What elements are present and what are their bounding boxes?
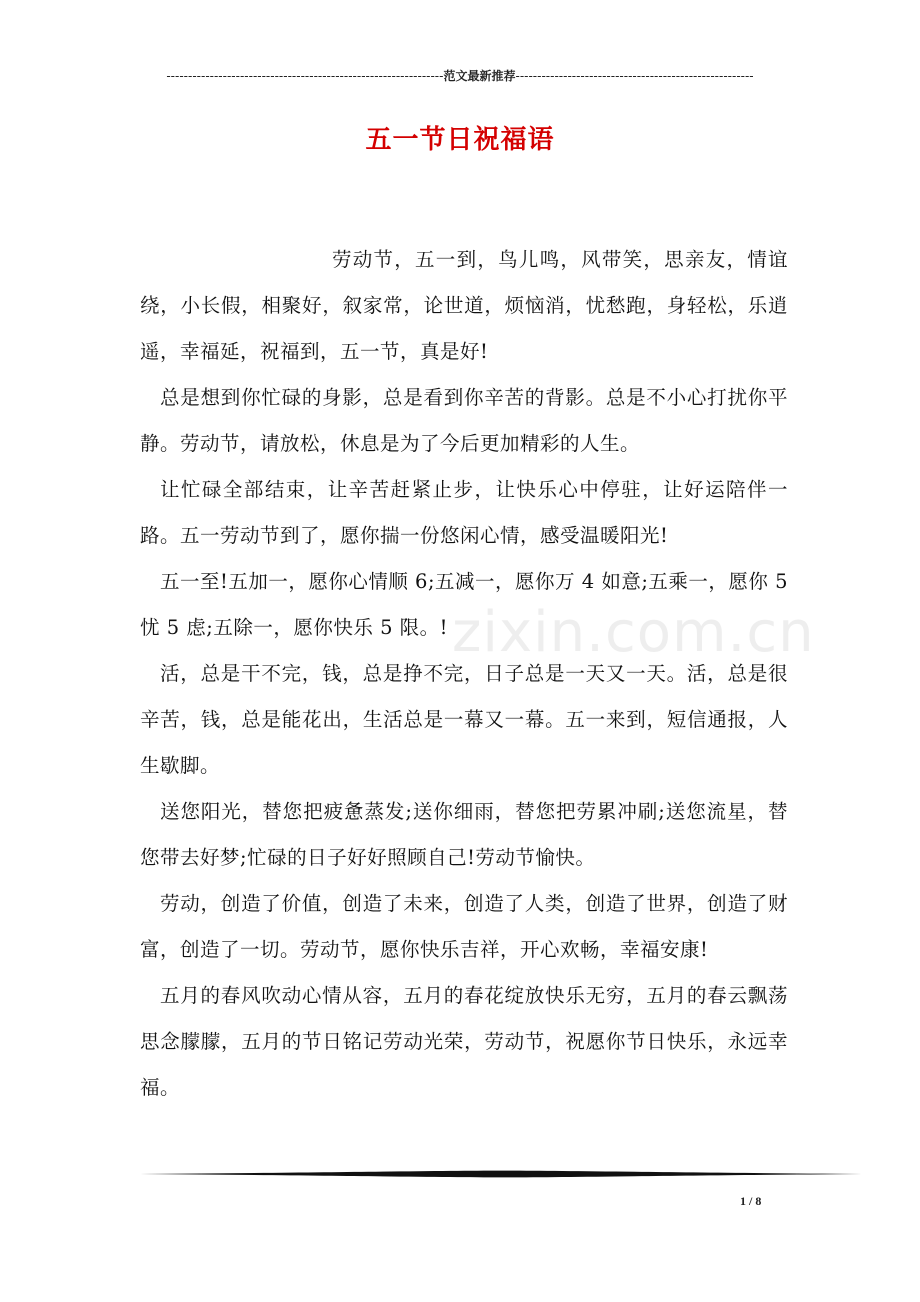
paragraph: 总是想到你忙碌的身影，总是看到你辛苦的背影。总是不小心打扰你平静。劳动节，请放松，休息是为了今后更加精彩的人生。 [140,386,788,455]
paragraph: 劳动，创造了价值，创造了未来，创造了人类，创造了世界，创造了财富，创造了一切。劳动节，愿你快乐吉祥，开心欢畅，幸福安康! [140,892,788,961]
document-body [140,237,788,1111]
watermark: zixin.com.cn [452,600,815,665]
header-banner [140,66,780,86]
paragraph: 活，总是干不完，钱，总是挣不完，日子总是一天又一天。活，总是很辛苦，钱，总是能花出，生活总是一幕又一幕。五一来到，短信通报，人生歇脚。 [140,662,788,777]
header-left-dashes: ---------------------------------------------------------------- [166,69,444,83]
document-title: 五一节日祝福语 [365,125,555,155]
paragraph: 劳动节，五一到，鸟儿鸣，风带笑，思亲友，情谊绕，小长假，相聚好，叙家常，论世道，烦恼消，忧愁跑，身轻松，乐逍遥，幸福延，祝福到，五一节，真是好! [140,248,788,363]
header-right-dashes: ------------------------------------------------------- [515,69,754,83]
paragraph: 五月的春风吹动心情从容，五月的春花绽放快乐无穷，五月的春云飘荡思念朦朦，五月的节日铭记劳动光荣，劳动节，祝愿你节日快乐，永远幸福。 [140,984,788,1099]
footer-divider [140,1170,862,1178]
page-number: 1 / 8 [740,1194,762,1208]
header-label: 范文最新推荐 [443,69,516,83]
paragraph: 送您阳光，替您把疲惫蒸发;送你细雨，替您把劳累冲刷;送您流星，替您带去好梦;忙碌的日子好好照顾自己!劳动节愉快。 [140,800,788,869]
paragraph: 五一至!五加一，愿你心情顺 6;五减一，愿你万 4 如意;五乘一，愿你 5 忧 5 虑;五除一，愿你快乐 5 限。! [140,570,788,639]
paragraph: 让忙碌全部结束，让辛苦赶紧止步，让快乐心中停驻，让好运陪伴一路。五一劳动节到了，愿你揣一份悠闲心情，感受温暖阳光! [140,478,788,547]
